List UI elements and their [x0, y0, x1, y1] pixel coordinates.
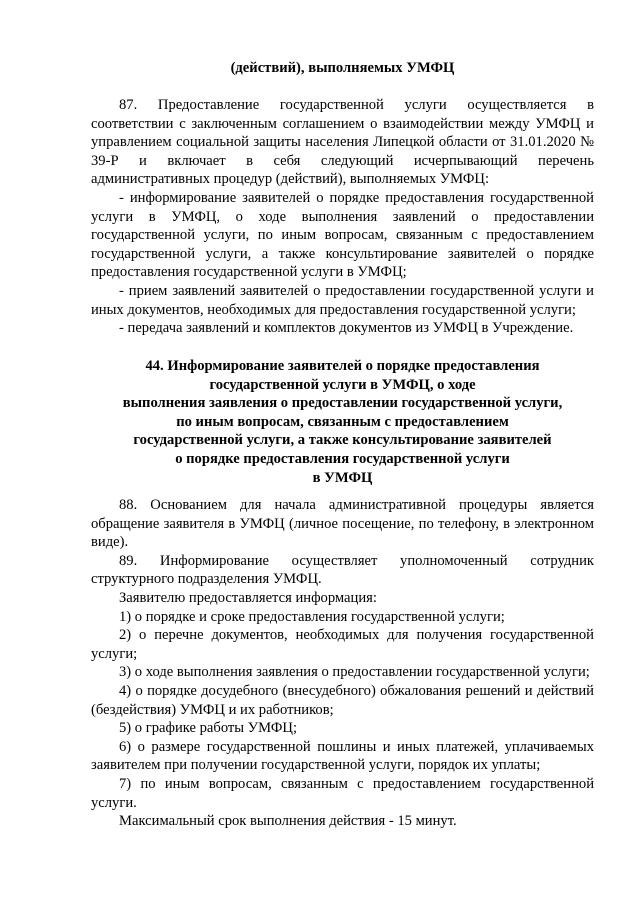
- section-44-heading: [91, 357, 594, 487]
- section-heading-line: государственной услуги в УМФЦ, о ходе: [209, 376, 476, 393]
- paragraph-87-block: [91, 96, 594, 338]
- info-item: 7) по иным вопросам, связанным с предоставлением государственной услуги.: [91, 775, 594, 811]
- section-heading-line: в УМФЦ: [312, 469, 373, 486]
- paragraph-87: 87. Предоставление государственной услуги осуществляется в соответствии с заключенным соглашением о взаимодействии между УМФЦ и управлением социальной защиты населения Липецкой области от 31.01.2020 № 39-Р и включает в себя следующий исчерпывающий перечень административных процедур (действий), выполняемых УМФЦ:: [91, 97, 594, 188]
- max-time: Максимальный срок выполнения действия - 15 минут.: [119, 813, 457, 830]
- info-item: 4) о порядке досудебного (внесудебного) обжалования решений и действий (бездействия) УМФЦ и их работников;: [91, 682, 594, 718]
- paragraph-88: 88. Основанием для начала административной процедуры является обращение заявителя в УМФЦ (личное посещение, по телефону, в электронном виде).: [91, 497, 594, 551]
- section-heading-line: выполнения заявления о предоставлении государственной услуги,: [122, 395, 563, 412]
- list-item: - передача заявлений и комплектов документов из УМФЦ в Учреждение.: [119, 320, 574, 337]
- section-heading-line: 44. Информирование заявителей о порядке предоставления: [145, 358, 540, 374]
- info-item: 1) о порядке и сроке предоставления государственной услуги;: [119, 608, 505, 625]
- top-heading: (действий), выполняемых УМФЦ: [230, 60, 455, 76]
- section-heading-line: государственной услуги, а также консультирование заявителей: [133, 432, 552, 449]
- section-heading-line: о порядке предоставления государственной услуги: [175, 450, 510, 467]
- info-item: 6) о размере государственной пошлины и иных платежей, уплачиваемых заявителем при получении государственной услуги, порядок их уплаты;: [91, 738, 594, 774]
- info-intro: Заявителю предоставляется информация:: [119, 589, 377, 606]
- info-item: 5) о графике работы УМФЦ;: [119, 720, 298, 737]
- info-item: 2) о перечне документов, необходимых для получения государственной услуги;: [91, 627, 594, 662]
- paragraphs-88-89-block: [91, 496, 594, 831]
- list-item: - прием заявлений заявителей о предоставлении государственной услуги и иных документов, необходимых для предоставления государственной услуги;: [91, 282, 594, 318]
- section-heading-line: по иным вопросам, связанным с предоставлением: [176, 413, 509, 430]
- info-item: 3) о ходе выполнения заявления о предоставлении государственной услуги;: [119, 664, 590, 681]
- paragraph-89: 89. Информирование осуществляет уполномоченный сотрудник структурного подразделения УМФЦ.: [91, 552, 594, 588]
- list-item: - информирование заявителей о порядке предоставления государственной услуги в УМФЦ, о ходе выполнения заявлений о предоставлении государственной услуги, по иным вопросам, связанным с предоставлением государственной услуги, а также консультирование заявителей о порядке предоставления государственной услуги в УМФЦ;: [91, 189, 594, 281]
